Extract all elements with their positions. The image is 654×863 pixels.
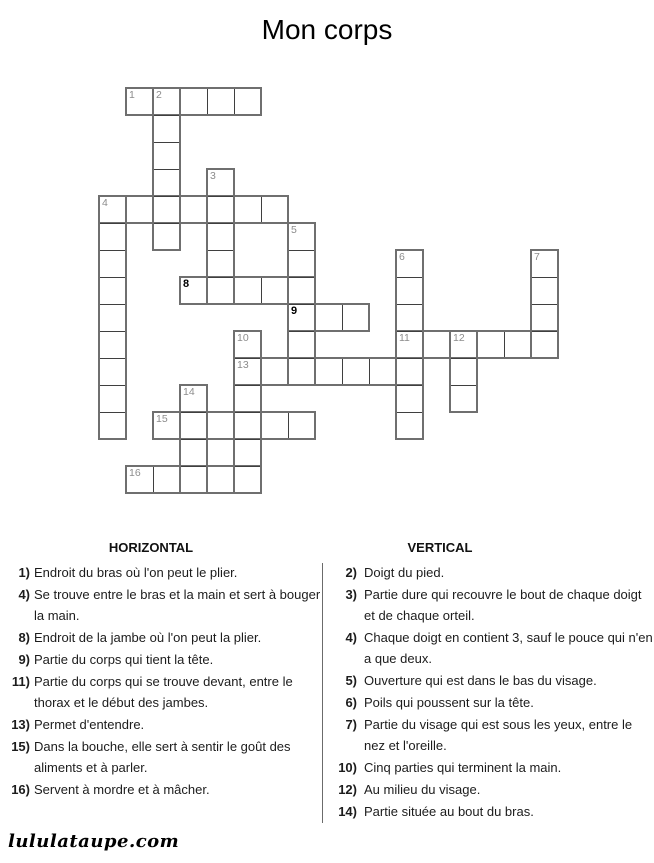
cell-separator xyxy=(100,331,125,332)
horizontal-clue-8 xyxy=(0,627,322,648)
word-block-down xyxy=(98,195,127,440)
clue-number: 14) xyxy=(338,804,357,819)
word-block-down xyxy=(233,330,262,494)
word-block-down xyxy=(287,222,316,386)
cell-number-8: 8 xyxy=(183,278,190,290)
site-watermark: lululataupe.com xyxy=(8,831,180,852)
vertical-clue-6 xyxy=(329,692,654,713)
clue-text: Ouverture qui est dans le bas du visage. xyxy=(364,673,597,688)
horizontal-clues-list xyxy=(0,562,322,801)
vertical-clues-list xyxy=(329,562,654,823)
cell-separator xyxy=(288,413,289,438)
cell-separator xyxy=(207,89,208,114)
horizontal-clue-15 xyxy=(0,736,322,778)
cell-separator xyxy=(289,250,314,251)
vertical-clue-3 xyxy=(329,584,654,626)
clue-text: Au milieu du visage. xyxy=(364,782,481,797)
horizontal-clue-11 xyxy=(0,671,322,713)
cell-number-3: 3 xyxy=(210,170,216,182)
clue-text: Endroit du bras où l'on peut le plier. xyxy=(34,565,238,580)
clue-text: Permet d'entendre. xyxy=(34,717,145,732)
vertical-clues-header: VERTICAL xyxy=(407,540,473,555)
cell-separator xyxy=(342,359,343,384)
vertical-clue-2 xyxy=(329,562,654,583)
horizontal-clue-9 xyxy=(0,649,322,670)
cell-number-9: 9 xyxy=(291,305,298,317)
cell-separator xyxy=(208,250,233,251)
vertical-clue-12 xyxy=(329,779,654,800)
clue-text: Poils qui poussent sur la tête. xyxy=(364,695,534,710)
vertical-clue-5 xyxy=(329,670,654,691)
cell-separator xyxy=(154,196,179,197)
clue-number: 15) xyxy=(11,739,30,754)
cell-separator xyxy=(208,223,233,224)
cell-separator xyxy=(342,305,343,330)
clue-number: 3) xyxy=(345,587,357,602)
cell-separator xyxy=(100,304,125,305)
cell-separator xyxy=(235,466,260,467)
clue-text: Chaque doigt en contient 3, sauf le pouce qui n'en a que deux. xyxy=(364,630,653,666)
clue-text: Se trouve entre le bras et la main et sert à bouger la main. xyxy=(34,587,321,623)
cell-separator xyxy=(154,169,179,170)
clue-text: Dans la bouche, elle sert à sentir le goût des aliments et à parler. xyxy=(34,739,291,775)
clue-text: Cinq parties qui terminent la main. xyxy=(364,760,562,775)
cell-number-4: 4 xyxy=(102,197,108,209)
horizontal-clue-13 xyxy=(0,714,322,735)
clue-text: Partie dure qui recouvre le bout de chaque doigt et de chaque orteil. xyxy=(364,587,642,623)
cell-separator xyxy=(154,115,179,116)
clue-number: 6) xyxy=(345,695,357,710)
cell-number-15: 15 xyxy=(156,413,168,425)
clue-text: Partie du corps qui tient la tête. xyxy=(34,652,214,667)
cell-number-13: 13 xyxy=(237,359,249,371)
vertical-clue-14 xyxy=(329,801,654,822)
cell-separator xyxy=(532,331,557,332)
clue-number: 8) xyxy=(18,630,30,645)
cell-number-1: 1 xyxy=(129,89,135,101)
cell-separator xyxy=(181,439,206,440)
cell-separator xyxy=(100,250,125,251)
clue-text: Partie du corps qui se trouve devant, entre le thorax et le début des jambes. xyxy=(34,674,293,710)
cell-separator xyxy=(532,277,557,278)
cell-separator xyxy=(154,223,179,224)
word-block-down xyxy=(179,384,208,494)
cell-separator xyxy=(504,332,505,357)
cell-number-12: 12 xyxy=(453,332,465,344)
cell-separator xyxy=(397,277,422,278)
clue-number: 12) xyxy=(338,782,357,797)
cell-separator xyxy=(451,385,476,386)
cell-number-16: 16 xyxy=(129,467,141,479)
cell-separator xyxy=(261,197,262,222)
cell-separator xyxy=(100,277,125,278)
clue-number: 7) xyxy=(345,717,357,732)
cell-separator xyxy=(451,358,476,359)
horizontal-clue-4 xyxy=(0,584,322,626)
cell-separator xyxy=(289,358,314,359)
cell-separator xyxy=(100,223,125,224)
cell-number-5: 5 xyxy=(291,224,297,236)
cell-separator xyxy=(208,196,233,197)
cell-separator xyxy=(289,277,314,278)
clue-columns-divider xyxy=(322,563,323,823)
horizontal-clue-1 xyxy=(0,562,322,583)
clue-text: Servent à mordre et à mâcher. xyxy=(34,782,210,797)
cell-separator xyxy=(235,385,260,386)
cell-separator xyxy=(397,358,422,359)
vertical-clue-4 xyxy=(329,627,654,669)
clue-number: 16) xyxy=(11,782,30,797)
cell-separator xyxy=(369,359,370,384)
cell-separator xyxy=(289,331,314,332)
cell-separator xyxy=(235,412,260,413)
clue-number: 4) xyxy=(18,587,30,602)
cell-separator xyxy=(100,358,125,359)
clue-text: Endroit de la jambe où l'on peut la plier. xyxy=(34,630,262,645)
cell-number-6: 6 xyxy=(399,251,405,263)
clue-number: 9) xyxy=(18,652,30,667)
clue-number: 10) xyxy=(338,760,357,775)
cell-separator xyxy=(532,304,557,305)
word-block-down xyxy=(206,168,235,305)
word-block-down xyxy=(395,249,424,440)
cell-separator xyxy=(153,467,154,492)
vertical-clue-10 xyxy=(329,757,654,778)
cell-number-2: 2 xyxy=(156,89,162,101)
word-block-across xyxy=(125,87,262,116)
cell-number-7: 7 xyxy=(534,251,540,263)
clue-number: 2) xyxy=(345,565,357,580)
cell-separator xyxy=(234,89,235,114)
cell-separator xyxy=(397,304,422,305)
clue-number: 4) xyxy=(345,630,357,645)
clue-number: 11) xyxy=(11,674,30,689)
cell-number-10: 10 xyxy=(237,332,249,344)
cell-separator xyxy=(208,277,233,278)
word-block-down xyxy=(152,87,181,251)
cell-separator xyxy=(397,385,422,386)
cell-separator xyxy=(154,142,179,143)
clue-number: 5) xyxy=(345,673,357,688)
clue-text: Doigt du pied. xyxy=(364,565,445,580)
cell-separator xyxy=(397,412,422,413)
cell-number-11: 11 xyxy=(399,332,410,344)
cell-separator xyxy=(100,412,125,413)
cell-separator xyxy=(261,278,262,303)
vertical-clue-7 xyxy=(329,714,654,756)
cell-number-14: 14 xyxy=(183,386,195,398)
word-block-down xyxy=(530,249,559,359)
cell-separator xyxy=(181,412,206,413)
clue-number: 1) xyxy=(18,565,30,580)
horizontal-clue-16 xyxy=(0,779,322,800)
horizontal-clues-header: HORIZONTAL xyxy=(108,540,194,555)
cell-separator xyxy=(235,439,260,440)
cell-separator xyxy=(100,385,125,386)
page-title: Mon corps xyxy=(261,14,393,45)
clue-text: Partie du visage qui est sous les yeux, entre le nez et l'oreille. xyxy=(364,717,633,753)
cell-separator xyxy=(181,466,206,467)
clue-text: Partie située au bout du bras. xyxy=(364,804,534,819)
clue-number: 13) xyxy=(11,717,30,732)
